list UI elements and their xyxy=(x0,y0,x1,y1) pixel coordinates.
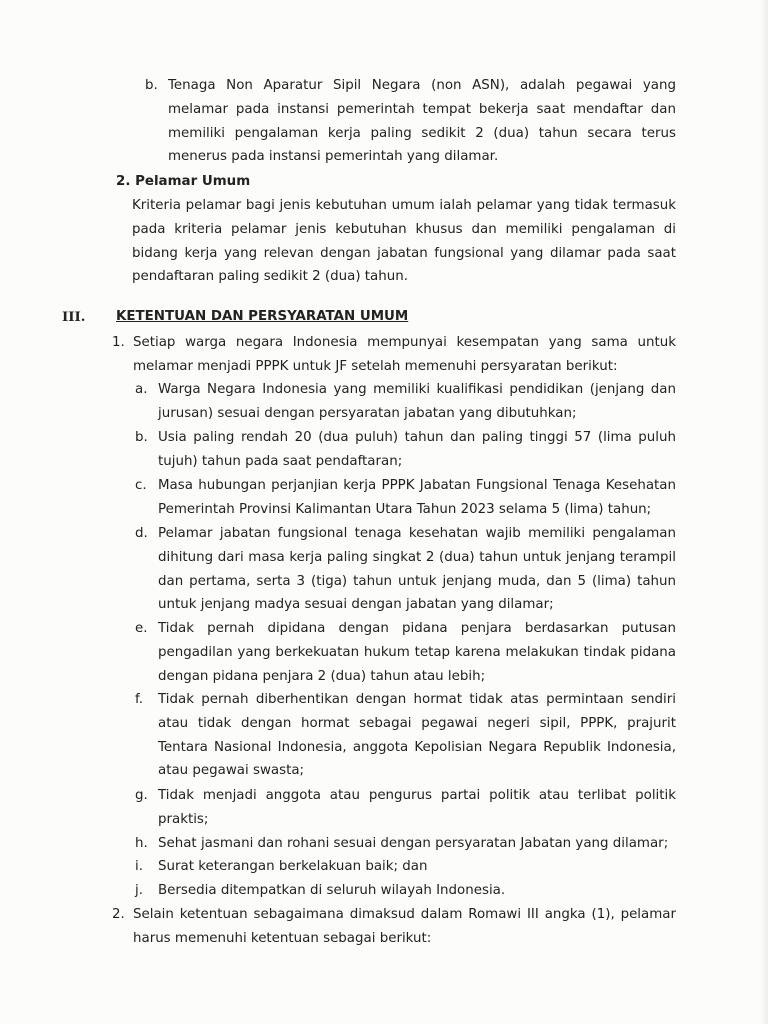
list-item-text: Bersedia ditempatkan di seluruh wilayah Indonesia. xyxy=(158,883,506,898)
subsection-heading-pelamar-umum: 2. Pelamar Umum xyxy=(116,174,251,189)
list-item-text: Tenaga Non Aparatur Sipil Negara (non ASN), adalah pegawai yang melamar pada instansi pemerintah tempat bekerja saat mendaftar dan memiliki pengalaman kerja paling sedikit 2 (dua) tahun secara terus menerus pada instansi pemerintah yang dilamar. xyxy=(168,78,676,165)
list-marker: c. xyxy=(135,478,147,493)
list-item-text: Sehat jasmani dan rohani sesuai dengan persyaratan Jabatan yang dilamar; xyxy=(158,836,669,851)
list-item-a xyxy=(135,378,676,426)
scan-edge-shadow xyxy=(760,0,768,1024)
list-marker: j. xyxy=(135,883,143,898)
list-item-text: Setiap warga negara Indonesia mempunyai kesempatan yang sama untuk melamar menjadi PPPK untuk JF setelah memenuhi persyaratan berikut: xyxy=(133,335,676,374)
list-item-j xyxy=(135,879,676,903)
list-marker: b. xyxy=(145,78,158,93)
list-item-text: Tidak pernah diberhentikan dengan hormat tidak atas permintaan sendiri atau tidak dengan hormat sebagai pegawai negeri sipil, PPPK, prajurit Tentara Nasional Indonesia, anggota Kepolisian Negara Republik Indonesia, atau pegawai swasta; xyxy=(158,692,676,779)
list-item-text: Selain ketentuan sebagaimana dimaksud dalam Romawi III angka (1), pelamar harus memenuhi ketentuan sebagai berikut: xyxy=(133,907,676,946)
list-item-d xyxy=(135,522,676,617)
list-item-f xyxy=(135,688,676,783)
list-marker: g. xyxy=(135,788,148,803)
list-item-text: Pelamar jabatan fungsional tenaga kesehatan wajib memiliki pengalaman dihitung dari masa kerja paling singkat 2 (dua) tahun untuk jenjang terampil dan pertama, serta 3 (tiga) tahun untuk jenjang muda, dan 5 (lima) tahun untuk jenjang madya sesuai dengan jabatan yang dilamar; xyxy=(158,526,676,613)
list-item-g xyxy=(135,784,676,832)
list-item-2 xyxy=(112,903,676,951)
list-marker: 1. xyxy=(112,335,125,350)
list-item-text: Surat keterangan berkelakuan baik; dan xyxy=(158,859,428,874)
list-item-text: Tidak menjadi anggota atau pengurus partai politik atau terlibat politik praktis; xyxy=(158,788,676,827)
list-item-text: Usia paling rendah 20 (dua puluh) tahun dan paling tinggi 57 (lima puluh tujuh) tahun pada saat pendaftaran; xyxy=(158,430,676,469)
list-marker: e. xyxy=(135,621,148,636)
list-item-b xyxy=(135,426,676,474)
section-title: KETENTUAN DAN PERSYARATAN UMUM xyxy=(116,309,409,324)
list-item-c xyxy=(135,474,676,522)
list-item-e xyxy=(135,617,676,688)
list-marker: b. xyxy=(135,430,148,445)
list-item-1 xyxy=(112,331,676,379)
list-item-i xyxy=(135,855,676,879)
list-item-b-non-asn xyxy=(145,74,676,169)
list-marker: h. xyxy=(135,836,148,851)
list-marker: d. xyxy=(135,526,148,541)
list-item-text: Warga Negara Indonesia yang memiliki kualifikasi pendidikan (jenjang dan jurusan) sesuai dengan persyaratan jabatan yang dibutuhkan; xyxy=(158,382,676,421)
list-item-text: Masa hubungan perjanjian kerja PPPK Jabatan Fungsional Tenaga Kesehatan Pemerintah Provinsi Kalimantan Utara Tahun 2023 selama 5 (lima) tahun; xyxy=(158,478,676,517)
list-marker: i. xyxy=(135,859,143,874)
section-roman-numeral: III. xyxy=(62,309,86,325)
list-item-h xyxy=(135,832,676,856)
pelamar-umum-paragraph: Kriteria pelamar bagi jenis kebutuhan umum ialah pelamar yang tidak termasuk pada kriteria pelamar jenis kebutuhan khusus dan memiliki pengalaman di bidang kerja yang relevan dengan jabatan fungsional yang dilamar pada saat pendaftaran paling sedikit 2 (dua) tahun. xyxy=(132,198,676,285)
list-marker: a. xyxy=(135,382,148,397)
list-marker: f. xyxy=(135,692,143,707)
list-marker: 2. xyxy=(112,907,125,922)
list-item-text: Tidak pernah dipidana dengan pidana penjara berdasarkan putusan pengadilan yang berkekuatan hukum tetap karena melakukan tindak pidana dengan pidana penjara 2 (dua) tahun atau lebih; xyxy=(158,621,676,684)
